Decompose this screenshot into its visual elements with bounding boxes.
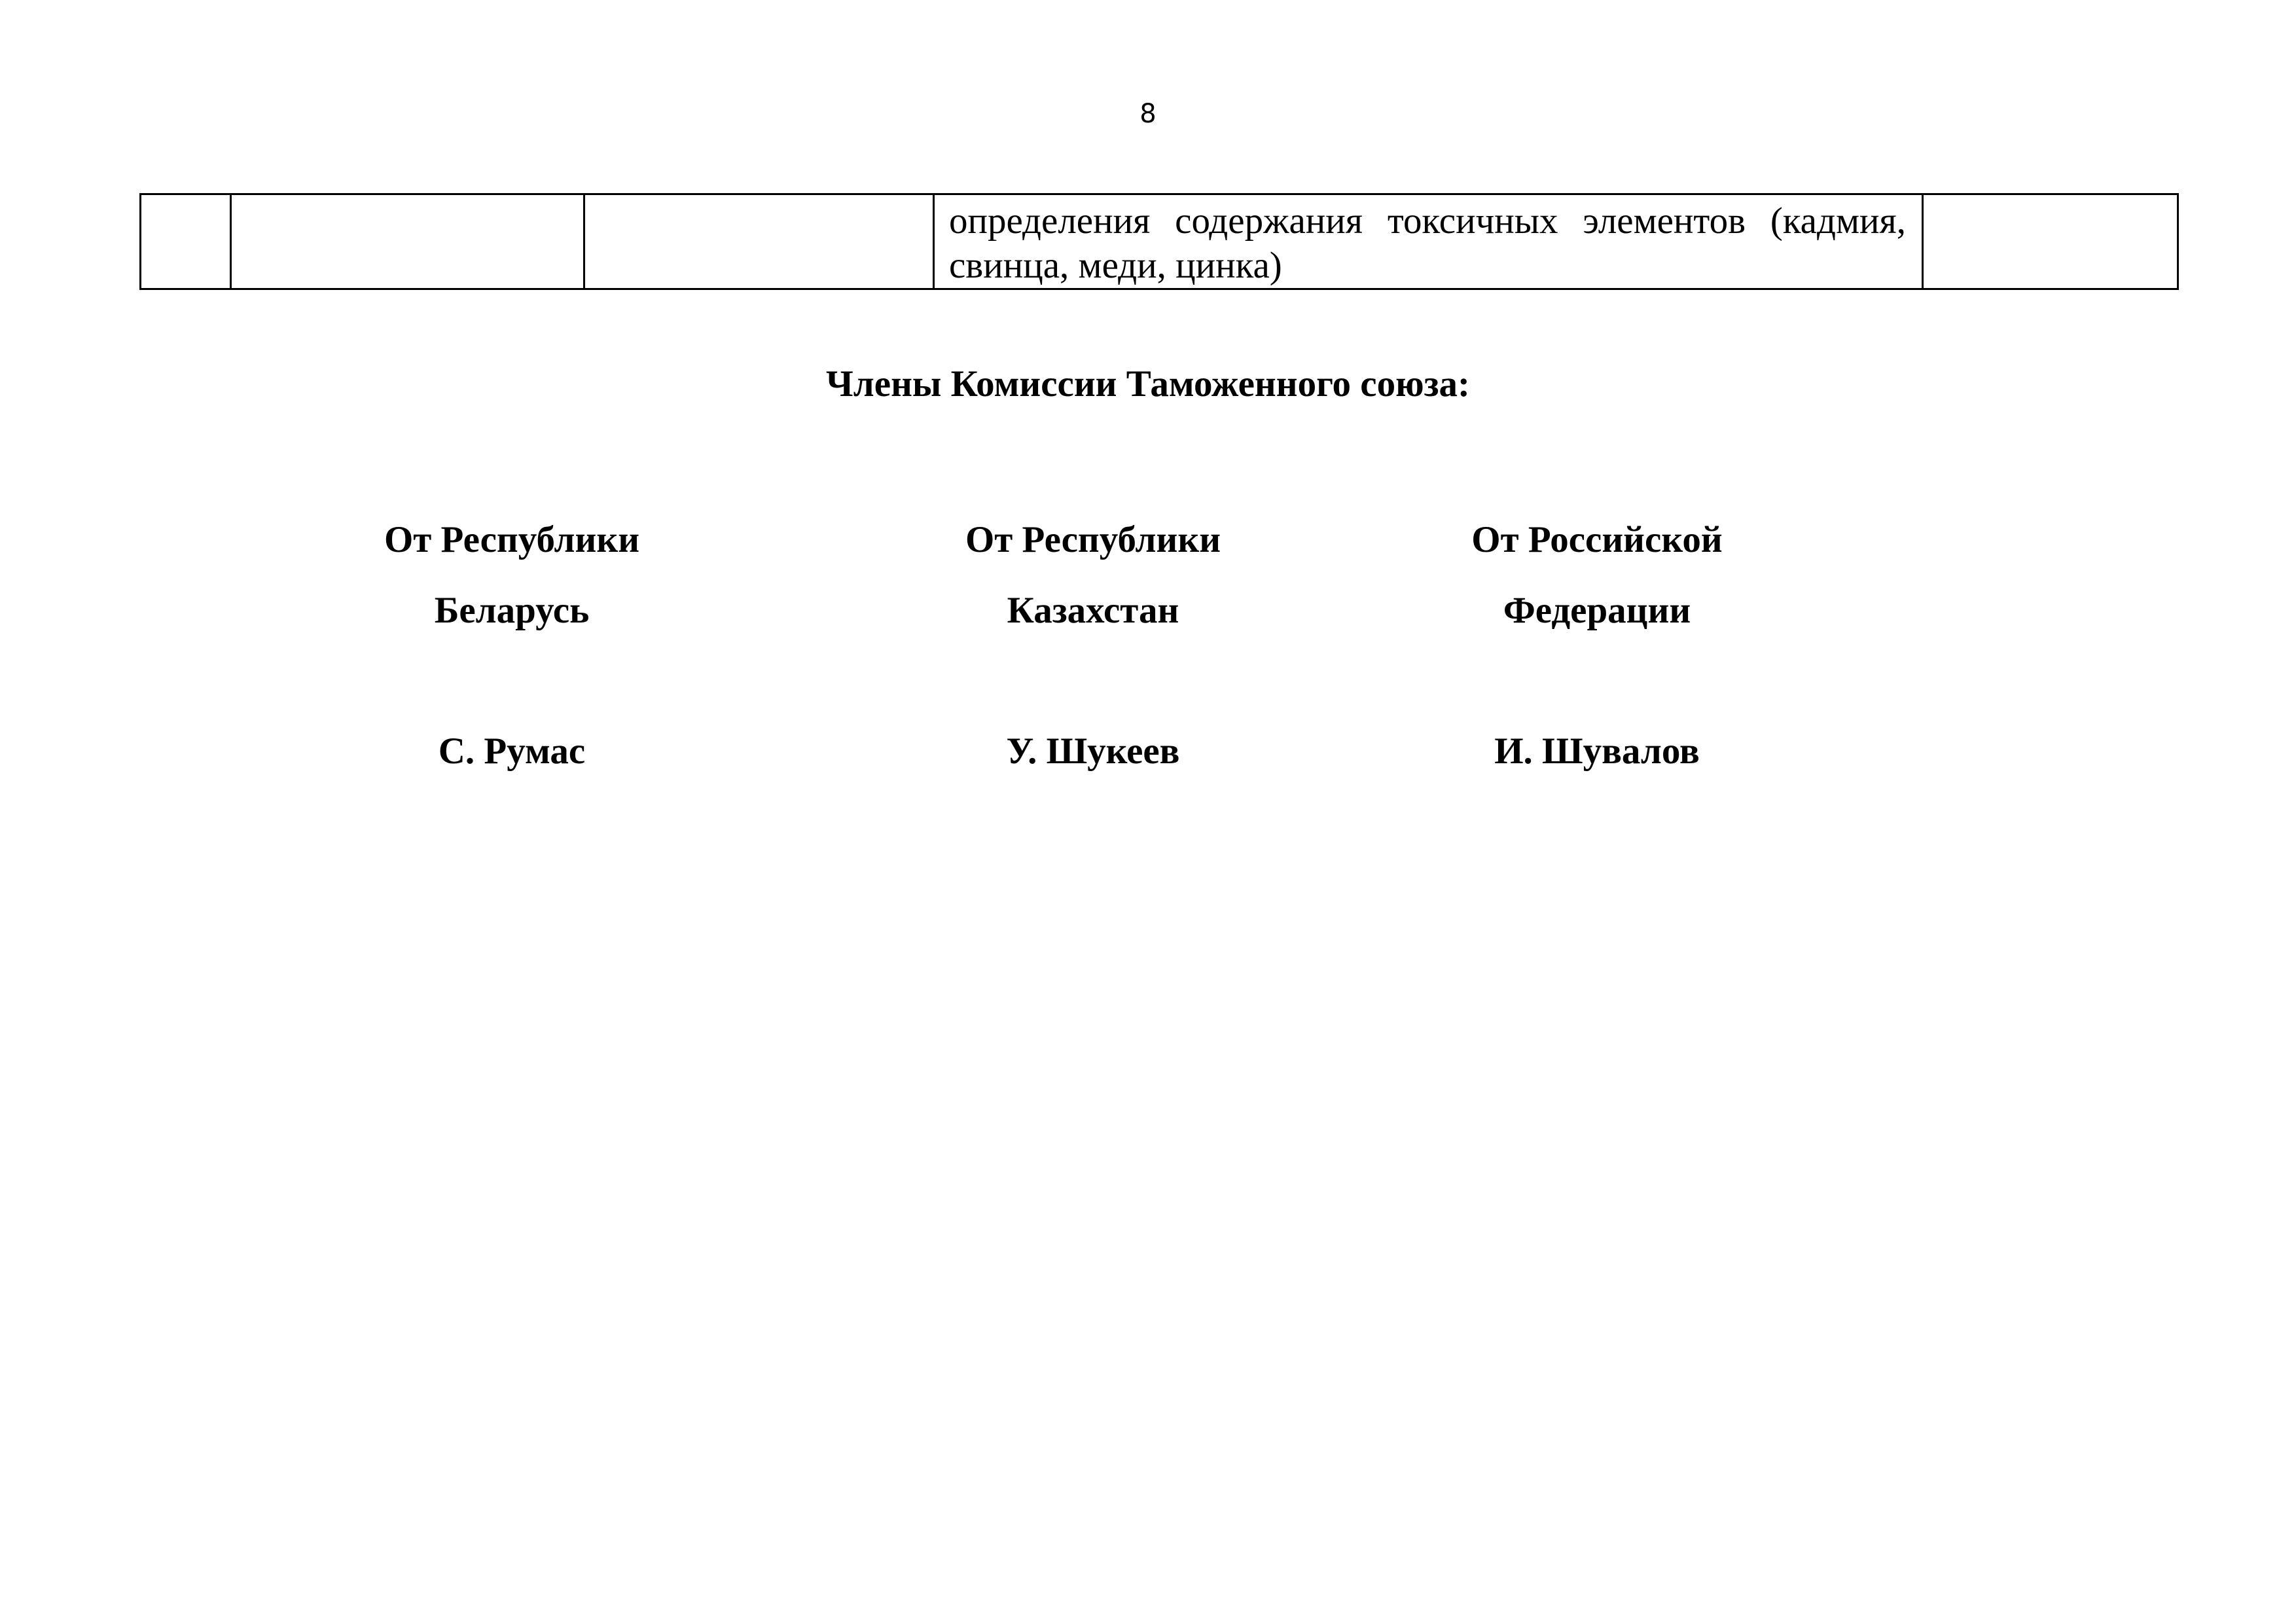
signatory-kazakhstan: [864, 517, 1322, 774]
table-cell-product: [231, 194, 584, 289]
signatory-name: С. Румас: [438, 731, 586, 772]
signatory-country-line1: От Республики: [965, 519, 1221, 560]
signatory-country-line2: Казахстан: [1007, 590, 1179, 631]
table-row: [141, 194, 2178, 289]
signatories-heading: Члены Комиссии Таможенного союза:: [825, 363, 1471, 405]
signatory-country-line2: Федерации: [1503, 590, 1691, 631]
signatory-name: И. Шувалов: [1494, 731, 1700, 772]
signatory-name: У. Шукеев: [1006, 731, 1180, 772]
signatory-country-line1: От Российской: [1471, 519, 1723, 560]
signatory-country-line2: Беларусь: [434, 590, 590, 631]
signatory-belarus: [283, 517, 741, 774]
continuation-table: [139, 193, 2179, 290]
table-cell-text: определения содержания токсичных элементов (кадмия, свинца, меди, цинка): [949, 200, 1906, 286]
table-cell-requirements: [934, 194, 1923, 289]
table-cell-code: [584, 194, 934, 289]
signatory-country-line1: От Республики: [384, 519, 640, 560]
page-number: 8: [1139, 99, 1157, 129]
table-cell-notes: [1923, 194, 2178, 289]
table-cell-number: [141, 194, 231, 289]
signatory-russia: [1368, 517, 1826, 774]
